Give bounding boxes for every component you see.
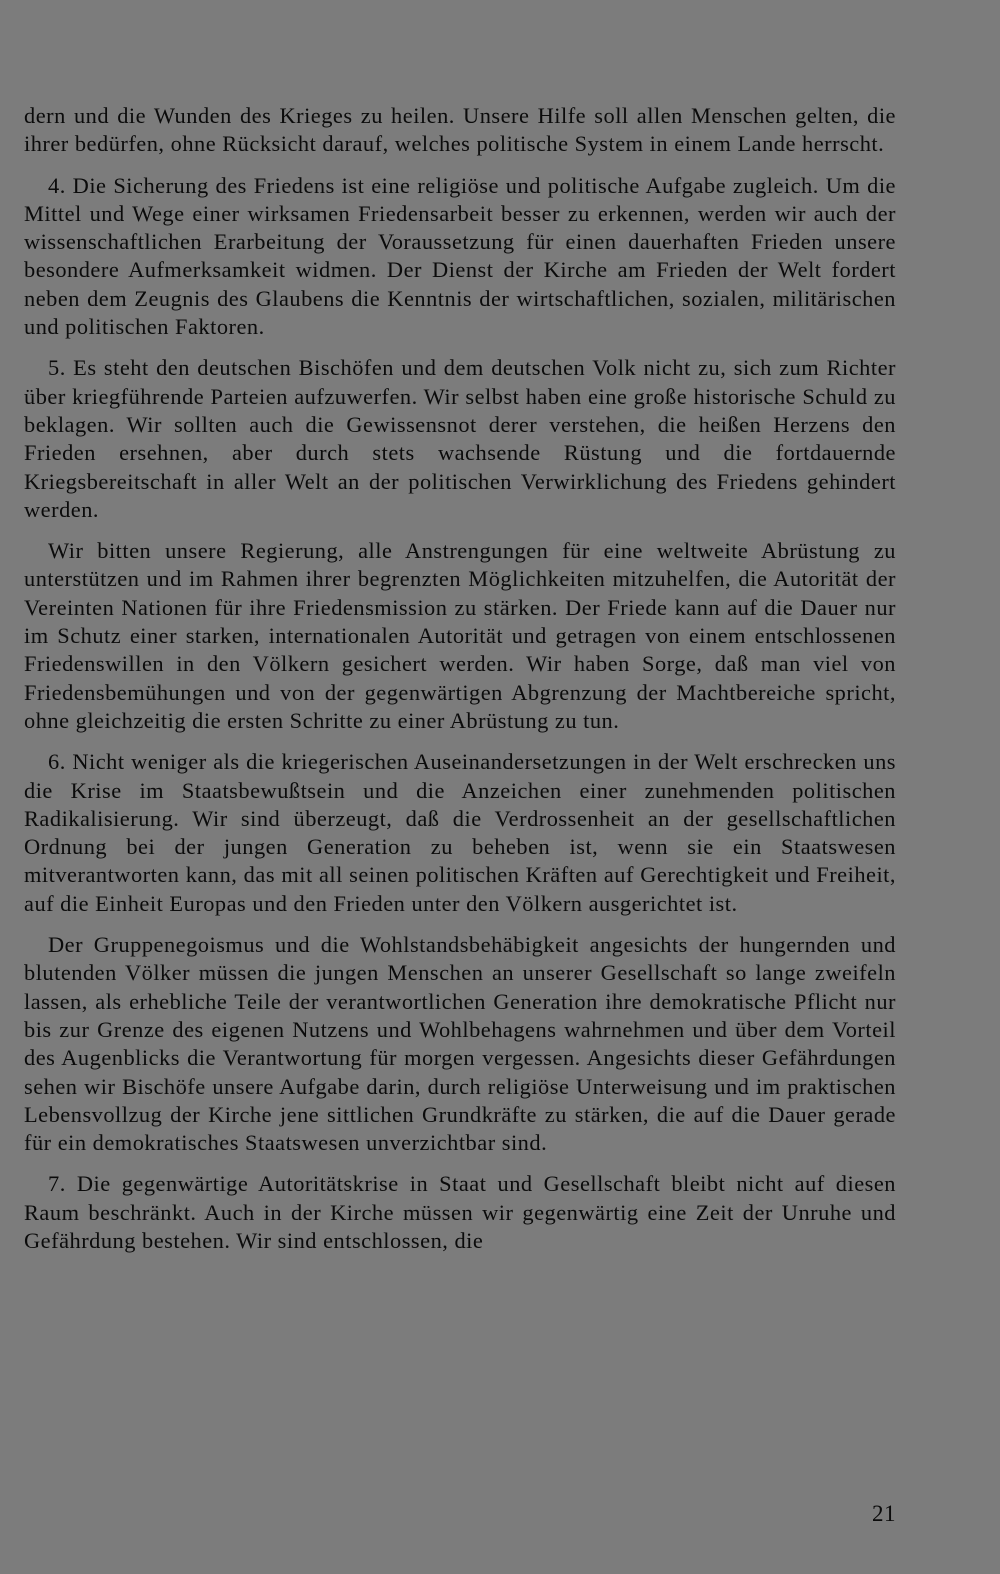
paragraph-6: 6. Nicht weniger als die kriegerischen Auseinandersetzungen in der Welt erschrecken uns die Krise im Staatsbewußtsein und die Anzeichen einer zunehmenden politischen Radikalisierung. Wir sind überzeugt, daß die Verdrossenheit an der gesellschaftlichen Ordnung bei der jungen Generation zu beheben ist, wenn sie ein Staatswesen mitverantworten kann, das mit all seinen politischen Kräften auf Gerechtigkeit und Freiheit, auf die Einheit Europas und den Frieden unter den Völkern ausgerichtet ist.	[24, 749, 896, 916]
page-number: 21	[872, 1501, 896, 1526]
document-body	[24, 102, 896, 1268]
paragraph-continuation: dern und die Wunden des Krieges zu heilen. Unsere Hilfe soll allen Menschen gelten, die ihrer bedürfen, ohne Rücksicht darauf, welches politische System in einem Lande herrscht.	[24, 103, 896, 157]
paragraph-6-continued: Der Gruppenegoismus und die Wohlstandsbehäbigkeit angesichts der hungernden und blutenden Völker müssen die jungen Menschen an unserer Gesellschaft so lange zweifeln lassen, als erhebliche Teile der verantwortlichen Generation ihre demokratische Pflicht nur bis zur Grenze des eigenen Nutzens und Wohlbehagens wahrnehmen und über dem Vorteil des Augenblicks die Verantwortung für morgen vergessen. Angesichts dieser Gefährdungen sehen wir Bischöfe unsere Aufgabe darin, durch religiöse Unterweisung und im praktischen Lebensvollzug der Kirche jene sittlichen Grundkräfte zu stärken, die auf die Dauer gerade für ein demokratisches Staatswesen unverzichtbar sind.	[24, 932, 896, 1156]
paragraph-7: 7. Die gegenwärtige Autoritätskrise in Staat und Gesellschaft bleibt nicht auf diesen Raum beschränkt. Auch in der Kirche müssen wir gegenwärtig eine Zeit der Unruhe und Gefährdung bestehen. Wir sind entschlossen, die	[24, 1171, 896, 1253]
paragraph-4: 4. Die Sicherung des Friedens ist eine religiöse und politische Aufgabe zugleich. Um die Mittel und Wege einer wirksamen Friedensarbeit besser zu erkennen, werden wir auch der wissenschaftlichen Erarbeitung der Voraussetzung für einen dauerhaften Frieden unsere besondere Aufmerksamkeit widmen. Der Dienst der Kirche am Frieden der Welt fordert neben dem Zeugnis des Glaubens die Kenntnis der wirtschaftlichen, sozialen, militärischen und politischen Faktoren.	[24, 172, 896, 340]
paragraph-5-continued: Wir bitten unsere Regierung, alle Anstrengungen für eine weltweite Abrüstung zu unterstützen und im Rahmen ihrer begrenzten Möglichkeiten mitzuhelfen, die Autorität der Vereinten Nationen für ihre Friedensmission zu stärken. Der Friede kann auf die Dauer nur im Schutz einer starken, internationalen Autorität und getragen von einem entschlossenen Friedenswillen in den Völkern gesichert werden. Wir haben Sorge, daß man viel von Friedensbemühungen und von der gegenwärtigen Abgrenzung der Machtbereiche spricht, ohne gleichzeitig die ersten Schritte zu einer Abrüstung zu tun.	[24, 538, 896, 733]
paragraph-5: 5. Es steht den deutschen Bischöfen und dem deutschen Volk nicht zu, sich zum Richter über kriegführende Parteien aufzuwerfen. Wir selbst haben eine große historische Schuld zu beklagen. Wir sollten auch die Gewissensnot derer verstehen, die heißen Herzens den Frieden ersehnen, aber durch stets wachsende Rüstung und die fortdauernde Kriegsbereitschaft in aller Welt an der politischen Verwirklichung des Friedens gehindert werden.	[24, 355, 896, 522]
